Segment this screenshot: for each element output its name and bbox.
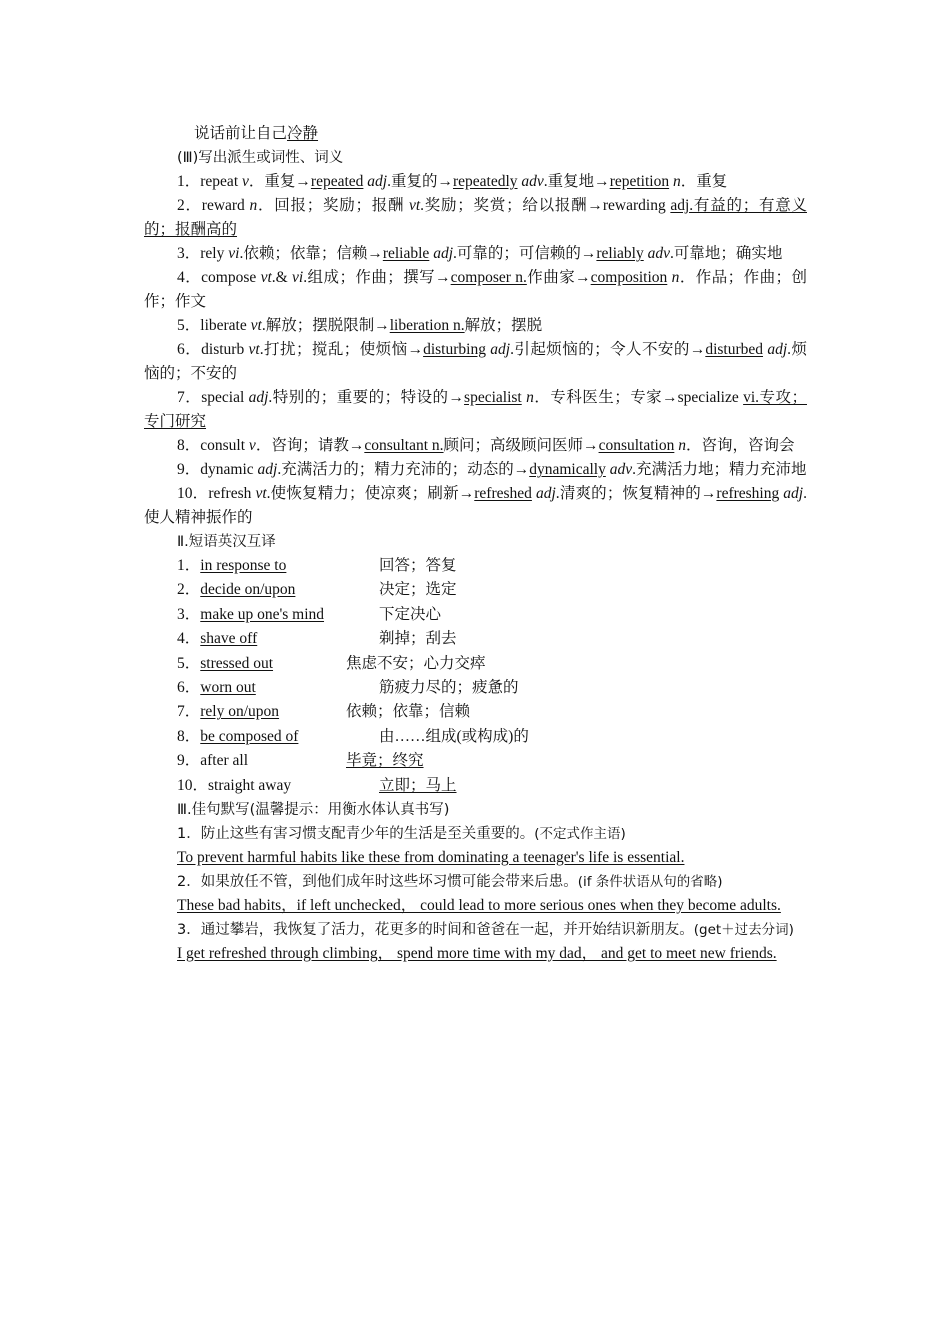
- sentence-question: 3．通过攀岩，我恢复了活力，花更多的时间和爸爸在一起，并开始结识新朋友。(get＋过去分词): [177, 921, 794, 938]
- phrase-chinese: 依赖；依靠；信赖: [346, 703, 471, 721]
- answer-blank: specialist: [464, 389, 522, 406]
- phrase-row: [144, 652, 807, 676]
- answer-blank: refreshing: [716, 485, 780, 502]
- phrase-chinese: 下定决心: [379, 605, 442, 623]
- phrase-row: [144, 725, 807, 749]
- top-line: 说话前让自己冷静: [194, 125, 319, 142]
- answer-blank: disturbing: [423, 341, 486, 358]
- answer-blank: consultant n.: [364, 437, 444, 454]
- grammar-hint: (if 条件状语从句的省略): [577, 873, 723, 890]
- derivative-item-2: 2．reward n．回报；奖励；报酬 vt.奖励；奖赏；给以报酬→rewarding adj.有益的；有意义的；报酬高的: [144, 197, 807, 238]
- phrase-english: 10．straight away: [177, 776, 292, 794]
- phrase-english: 3．make up one's mind: [177, 605, 325, 623]
- answer-blank: repeated: [310, 173, 364, 190]
- phrase-english: 7．rely on/upon: [177, 703, 280, 721]
- sentence-answer: I get refreshed through climbing， spend more time with my dad， and get to meet new friends.: [177, 944, 777, 962]
- phrase-chinese: 立即；马上: [379, 776, 457, 794]
- phrase-row: [144, 603, 807, 627]
- answer-blank: disturbed: [705, 341, 764, 358]
- answer-blank: repeatedly: [452, 173, 518, 190]
- phrase-row: [144, 700, 807, 724]
- answer-blank: vi.专攻；专门研究: [144, 389, 807, 430]
- answer-blank: liberation n.: [389, 317, 465, 334]
- answer-blank: reliable: [382, 245, 430, 262]
- section-title-derivatives: (Ⅲ)写出派生或词性、词义: [177, 150, 344, 166]
- derivative-item-3: 3．rely vi.依赖；依靠；信赖→reliable adj.可靠的；可信赖的→reliably adv.可靠地；确实地: [177, 245, 783, 262]
- answer-blank: composition: [590, 269, 668, 286]
- phrase-english: 6．worn out: [177, 678, 256, 696]
- phrase-row: [144, 627, 807, 651]
- phrase-chinese: 毕竟；终究: [346, 752, 424, 770]
- phrase-row: [144, 578, 807, 602]
- phrase-row: [144, 749, 807, 773]
- derivative-item-1: 1．repeat v．重复→repeated adj.重复的→repeatedly adv.重复地→repetition n．重复: [177, 173, 728, 190]
- sentence-question: 2．如果放任不管，到他们成年时这些坏习惯可能会带来后患。(if 条件状语从句的省略): [177, 873, 723, 890]
- document-page: [144, 122, 807, 966]
- phrase-chinese: 筋疲力尽的；疲惫的: [379, 678, 519, 696]
- phrase-chinese: 决定；选定: [379, 581, 457, 599]
- phrase-english: 2．decide on/upon: [177, 581, 296, 599]
- phrase-row: [144, 676, 807, 700]
- phrase-chinese: 剃掉；刮去: [379, 630, 457, 648]
- phrase-chinese: 由……组成(或构成)的: [379, 727, 529, 745]
- phrase-english: 5．stressed out: [177, 654, 274, 672]
- phrase-english: 8．be composed of: [177, 727, 299, 745]
- derivative-item-5: 5．liberate vt.解放；摆脱限制→liberation n.解放；摆脱: [177, 317, 543, 334]
- answer-blank: refreshed: [474, 485, 532, 502]
- derivative-item-6: 6．disturb vt.打扰；搅乱；使烦恼→disturbing adj.引起烦恼的；令人不安的→disturbed adj.烦恼的；不安的: [144, 341, 807, 382]
- answer-blank: dynamically: [529, 461, 606, 478]
- section-title-phrases: Ⅱ.短语英汉互译: [177, 534, 276, 550]
- phrase-row: [144, 774, 807, 798]
- grammar-hint: (get＋过去分词): [693, 921, 794, 938]
- sentence-question: 1．防止这些有害习惯支配青少年的生活是至关重要的。(不定式作主语): [177, 825, 626, 842]
- phrase-english: 9．after all: [177, 752, 249, 770]
- phrase-chinese: 回答；答复: [379, 557, 457, 574]
- derivative-item-8: 8．consult v．咨询；请教→consultant n.顾问；高级顾问医师→consultation n．咨询，咨询会: [177, 437, 795, 454]
- derivative-item-7: 7．special adj.特别的；重要的；特设的→specialist n．专科医生；专家→specialize vi.专攻；专门研究: [144, 389, 807, 430]
- answer-blank: adj.有益的；有意义的；报酬高的: [144, 197, 807, 238]
- section-title-sentences: Ⅲ.佳句默写(温馨提示：用衡水体认真书写): [177, 801, 450, 818]
- answer-blank: 冷静: [287, 125, 319, 142]
- answer-blank: reliably: [596, 245, 644, 262]
- phrase-english: 1．in response to: [177, 557, 287, 574]
- answer-blank: composer n.: [450, 269, 527, 286]
- phrase-row: [144, 554, 807, 578]
- phrase-english: 4．shave off: [177, 630, 258, 648]
- sentence-list: [144, 822, 807, 966]
- sentence-answer: These bad habits，if left unchecked， could lead to more serious ones when they become adults.: [177, 896, 781, 914]
- derivative-item-4: 4．compose vt.& vi.组成；作曲；撰写→composer n.作曲家→composition n．作品；作曲；创作；作文: [144, 269, 807, 310]
- derivative-item-10: 10．refresh vt.使恢复精力；使凉爽；刷新→refreshed adj.清爽的；恢复精神的→refreshing adj.使人精神振作的: [144, 485, 807, 526]
- grammar-hint: (不定式作主语): [534, 825, 626, 842]
- sentence-answer: To prevent harmful habits like these from dominating a teenager's life is essential.: [177, 848, 685, 866]
- answer-blank: repetition: [609, 173, 670, 190]
- answer-blank: consultation: [598, 437, 675, 454]
- phrase-chinese: 焦虑不安；心力交瘁: [346, 654, 486, 672]
- derivative-item-9: 9．dynamic adj.充满活力的；精力充沛的；动态的→dynamically adv.充满活力地；精力充沛地: [177, 461, 807, 478]
- phrase-list: [144, 554, 807, 798]
